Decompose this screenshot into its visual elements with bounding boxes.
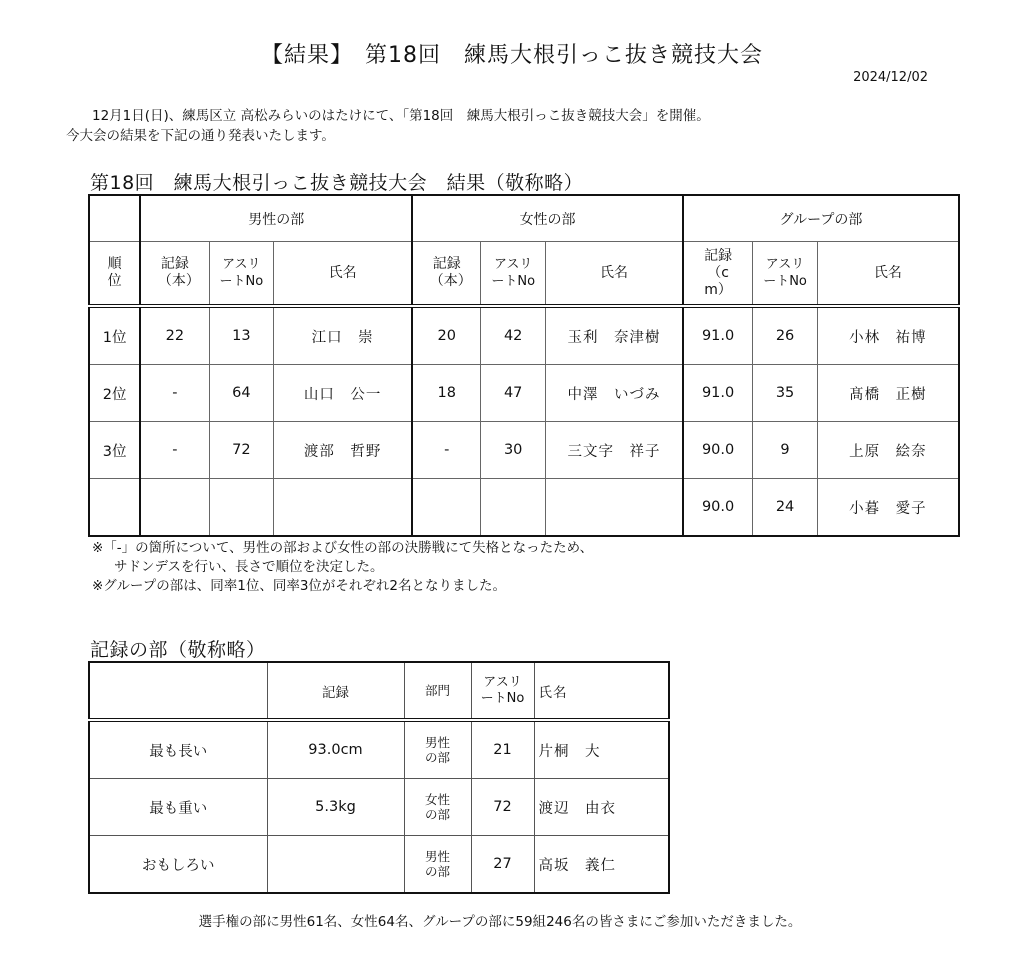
record-cell: 5.3kg [267,779,404,836]
intro-text [66,106,710,146]
results-section-title: 第18回 練馬大根引っこ抜き競技大会 結果（敬称略） [90,172,584,194]
men-athlete-no-cell: 64 [209,365,274,422]
table-row [89,720,669,779]
women-name-cell [546,479,683,537]
name-header: 氏名 [534,662,669,720]
division-label: 男性の部 [424,735,450,765]
group-athlete-no-header-label: アスリートNo [763,257,807,289]
group-record-cell: 91.0 [683,306,753,365]
category-cell: 最も重い [89,779,267,836]
table-row [89,836,669,894]
men-record-header [140,242,209,307]
women-athlete-no-cell: 42 [481,306,546,365]
results-table [88,194,960,537]
women-record-cell: - [412,422,481,479]
group-record-header [683,242,753,307]
women-athlete-no-header-label: アスリートNo [491,257,536,289]
division-cell [404,779,471,836]
group-name-cell: 上原 絵奈 [817,422,959,479]
women-athlete-no-cell: 30 [481,422,546,479]
athlete-no-cell: 72 [471,779,534,836]
men-record-header-label: 記録（本） [157,256,200,289]
group-record-header-label: 記録（cm） [704,247,733,298]
record-cell: 93.0cm [267,720,404,779]
group-header-group: グループの部 [683,195,959,242]
group-record-cell: 90.0 [683,479,753,537]
group-athlete-no-cell: 24 [753,479,818,537]
results-notes [92,539,593,596]
group-athlete-no-cell: 9 [753,422,818,479]
women-record-cell: 18 [412,365,481,422]
category-cell: 最も長い [89,720,267,779]
records-table [88,661,670,894]
note-line-2: サドンデスを行い、長さで順位を決定した。 [114,559,384,575]
women-record-header [412,242,481,307]
records-header-row [89,662,669,720]
group-header-men: 男性の部 [140,195,412,242]
men-athlete-no-header-label: アスリートNo [219,257,264,289]
women-athlete-no-cell [481,479,546,537]
group-athlete-no-cell: 35 [753,365,818,422]
division-cell [404,720,471,779]
women-name-header: 氏名 [546,242,683,307]
note-line-3: ※グループの部は、同率1位、同率3位がそれぞれ2名となりました。 [92,578,506,594]
group-record-cell: 91.0 [683,365,753,422]
note-line-1: ※「-」の箇所について、男性の部および女性の部の決勝戦にて失格となったため、 [92,540,594,556]
rank-header-label: 順位 [107,256,122,289]
rank-cell [89,479,140,537]
athlete-no-header [471,662,534,720]
women-name-cell: 三文字 祥子 [546,422,683,479]
table-row [89,479,959,537]
record-cell [267,836,404,894]
division-header: 部門 [404,662,471,720]
category-cell: おもしろい [89,836,267,894]
group-name-cell: 小林 祐博 [817,306,959,365]
women-name-cell: 玉利 奈津樹 [546,306,683,365]
rank-cell: 1位 [89,306,140,365]
division-label: 女性の部 [424,792,450,822]
group-record-cell: 90.0 [683,422,753,479]
record-header: 記録 [267,662,404,720]
women-name-cell: 中澤 いづみ [546,365,683,422]
women-athlete-no-header [481,242,546,307]
group-athlete-no-cell: 26 [753,306,818,365]
group-name-cell: 小暮 愛子 [817,479,959,537]
men-name-cell: 山口 公一 [274,365,413,422]
group-header-women: 女性の部 [412,195,683,242]
men-athlete-no-cell [209,479,274,537]
men-record-cell: - [140,365,209,422]
men-name-cell: 江口 崇 [274,306,413,365]
athlete-no-header-label: アスリートNo [480,674,525,706]
men-record-cell [140,479,209,537]
table-row [89,779,669,836]
group-name-cell: 髙橋 正樹 [817,365,959,422]
women-record-header-label: 記録（本） [429,256,472,289]
division-label: 男性の部 [424,849,450,879]
category-header [89,662,267,720]
athlete-no-cell: 27 [471,836,534,894]
column-header-row [89,242,959,307]
group-athlete-no-header [753,242,818,307]
men-name-cell [274,479,413,537]
participation-summary: 選手権の部に男性61名、女性64名、グループの部に59組246名の皆さまにご参加いただきました。 [198,914,802,930]
page-title: 【結果】 第18回 練馬大根引っこ抜き競技大会 [261,43,763,68]
corner-cell [89,195,140,242]
group-header-row [89,195,959,242]
table-row [89,422,959,479]
women-athlete-no-cell: 47 [481,365,546,422]
men-record-cell: - [140,422,209,479]
publish-date: 2024/12/02 [853,70,928,85]
men-athlete-no-cell: 72 [209,422,274,479]
name-cell: 片桐 大 [534,720,669,779]
men-name-cell: 渡部 哲野 [274,422,413,479]
athlete-no-cell: 21 [471,720,534,779]
table-row [89,365,959,422]
records-section-title: 記録の部（敬称略） [90,639,266,661]
women-record-cell: 20 [412,306,481,365]
women-record-cell [412,479,481,537]
table-row [89,306,959,365]
men-name-header: 氏名 [274,242,413,307]
rank-cell: 2位 [89,365,140,422]
men-athlete-no-cell: 13 [209,306,274,365]
intro-line-2: 今大会の結果を下記の通り発表いたします。 [66,128,335,144]
name-cell: 渡辺 由衣 [534,779,669,836]
rank-cell: 3位 [89,422,140,479]
division-cell [404,836,471,894]
intro-line-1: 12月1日(日)、練馬区立 高松みらいのはたけにて、「第18回 練馬大根引っこ抜き競技大会」を開催。 [92,108,710,124]
rank-header [89,242,140,307]
group-name-header: 氏名 [817,242,959,307]
men-record-cell: 22 [140,306,209,365]
men-athlete-no-header [209,242,274,307]
name-cell: 高坂 義仁 [534,836,669,894]
